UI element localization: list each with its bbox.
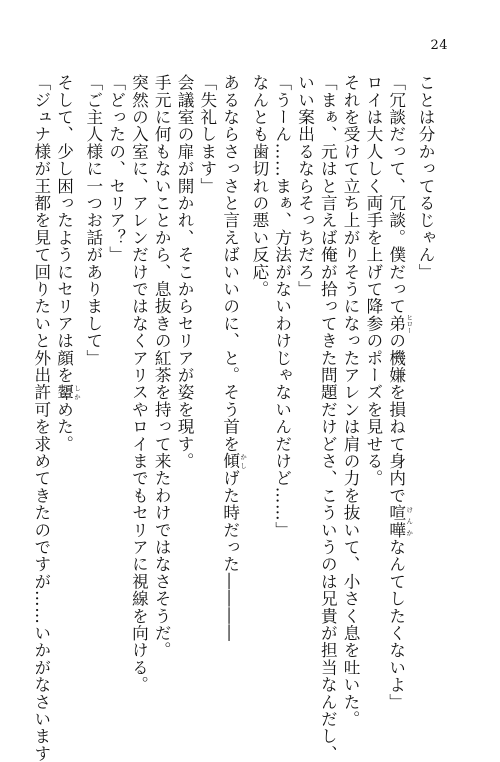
text-segment: めた。 bbox=[54, 400, 74, 453]
text-segment: 「まぁ、元はと言えば俺が拾ってきた問題だけどさ、こういうのは兄貴が担当なんだし、 bbox=[318, 74, 338, 762]
text-segment: 「ご主人様に一つお話がありまして」 bbox=[83, 74, 103, 367]
text-line bbox=[316, 74, 339, 762]
text-segment: 「どったの、セリア？」 bbox=[106, 74, 126, 264]
text-line bbox=[81, 74, 104, 664]
text-segment: げた時だった―――― bbox=[220, 469, 240, 642]
text-line bbox=[361, 74, 384, 664]
text-line bbox=[384, 74, 414, 711]
text-segment: なんとも歯切れの悪い反応。 bbox=[249, 74, 269, 298]
text-line bbox=[293, 74, 316, 664]
ruby-reading: けんか bbox=[405, 504, 414, 539]
ruby-base: 顰 bbox=[54, 383, 74, 401]
text-line bbox=[104, 74, 127, 664]
ruby-annotation bbox=[386, 313, 414, 334]
ruby-reading: しか bbox=[73, 383, 82, 401]
text-line bbox=[338, 74, 361, 728]
text-segment: あるならさっさと言えばいいのに、と。そう首を bbox=[220, 74, 240, 453]
ruby-base: 喧嘩 bbox=[386, 504, 406, 539]
text-line bbox=[52, 74, 81, 664]
ruby-base: 傾 bbox=[220, 452, 240, 470]
vertical-text-body bbox=[31, 74, 436, 762]
text-segment: そして、少し困ったようにセリアは顔を bbox=[54, 74, 74, 384]
text-segment: 「ジュナ様が王都を見て回りたいと外出許可を求めてきたのですが……いかがなさいます bbox=[31, 74, 51, 762]
text-segment: いい案出るならそっちだろ」 bbox=[295, 74, 315, 298]
ruby-base: 弟 bbox=[386, 313, 406, 334]
ruby-annotation bbox=[220, 452, 248, 470]
text-line bbox=[172, 74, 195, 664]
text-line bbox=[413, 74, 436, 664]
text-line bbox=[247, 74, 270, 664]
ruby-reading: ヒロー bbox=[405, 313, 414, 334]
text-segment: それを受けて立ち上がりそうになったアレンは肩の力を抜いて、小さく息を吐いた。 bbox=[341, 74, 361, 728]
text-line bbox=[195, 74, 218, 664]
text-segment: 「うーん……まぁ、方法がないわけじゃないんだけど……」 bbox=[272, 74, 292, 539]
text-segment: ことは分かってるじゃん」 bbox=[416, 74, 435, 281]
text-line bbox=[29, 74, 52, 762]
ruby-annotation bbox=[54, 383, 82, 401]
text-segment: なんてしたくないよ」 bbox=[386, 538, 406, 711]
text-segment: ロイは大人しく両手を上げて降参のポーズを見せる。 bbox=[363, 74, 383, 487]
text-segment: 手元に何もないことから、息抜きの紅茶を持って来たわけではなさそうだ。 bbox=[152, 74, 172, 659]
text-segment: 「冗談だって、冗談。僕だって bbox=[386, 74, 406, 315]
text-line bbox=[149, 74, 172, 664]
page-number: 24 bbox=[430, 38, 448, 53]
text-segment: 「失礼します」 bbox=[197, 74, 217, 195]
text-line bbox=[270, 74, 293, 664]
text-line bbox=[218, 74, 247, 664]
ruby-reading: かし bbox=[239, 452, 248, 470]
text-segment: 会議室の扉が開かれ、そこからセリアが姿を現す。 bbox=[175, 74, 195, 470]
ruby-annotation bbox=[386, 504, 414, 539]
text-segment: 突然の入室に、アレンだけではなくアリスやロイまでもセリアに視線を向ける。 bbox=[129, 74, 149, 694]
text-line bbox=[127, 74, 150, 694]
text-segment: の機嫌を損ねて身内で bbox=[386, 332, 406, 505]
